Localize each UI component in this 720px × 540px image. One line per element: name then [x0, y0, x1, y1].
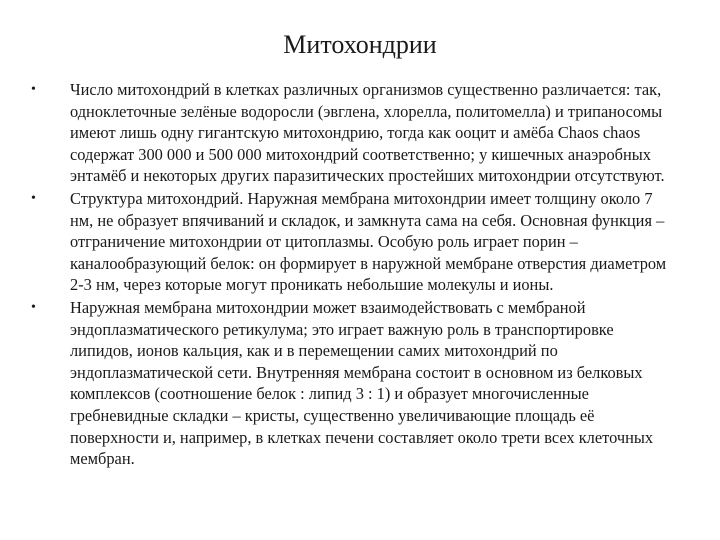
bullet-marker: • — [31, 190, 36, 206]
bullet-item-1 — [0, 79, 678, 187]
bullet-marker: • — [31, 299, 36, 315]
bullet-item-3 — [0, 297, 678, 470]
slide-title: Митохондрии — [283, 30, 437, 59]
bullet-item-2 — [0, 188, 678, 296]
bullet-text: Структура митохондрий. Наружная мембрана митохондрии имеет толщину около 7 нм, не образует впячиваний и складок, и замкнута сама на себя. Основная функция – отграничение митохондрии от цитоплазмы. Особую роль играет порин – каналообразующий белок: он формирует в наружной мембране отверстия диаметром 2-3 нм, через которые могут проникать небольшие молекулы и ионы. — [70, 188, 667, 295]
bullet-marker: • — [31, 82, 36, 97]
bullet-text: Число митохондрий в клетках различных организмов существенно различается: так, одноклеточные зелёные водоросли (эвглена, хлорелла, политомелла) и трипаносомы имеют лишь одну гигантскую митохондрию, тогда как ооцит и амёба Chaos chaos содержат 300 000 и 500 000 митохондрий соответственно; у кишечных анаэробных энтамёб и некоторых других паразитических простейших митохондрии отсутствуют. — [70, 80, 665, 186]
bullet-list — [0, 79, 720, 471]
bullet-text: Наружная мембрана митохондрии может взаимодействовать с мембраной эндоплазматического ретикулума; это играет важную роль в транспортировке липидов, ионов кальция, как и в перемещении самих митохондрий по эндоплазматической сети. Внутренняя мембрана состоит в основном из белковых комплексов (соотношение белок : липид 3 : 1) и образует многочисленные гребневидные складки – кристы, существенно увеличивающие площадь её поверхности и, например, в клетках печени составляет около трети всех клеточных мембран. — [70, 297, 654, 469]
